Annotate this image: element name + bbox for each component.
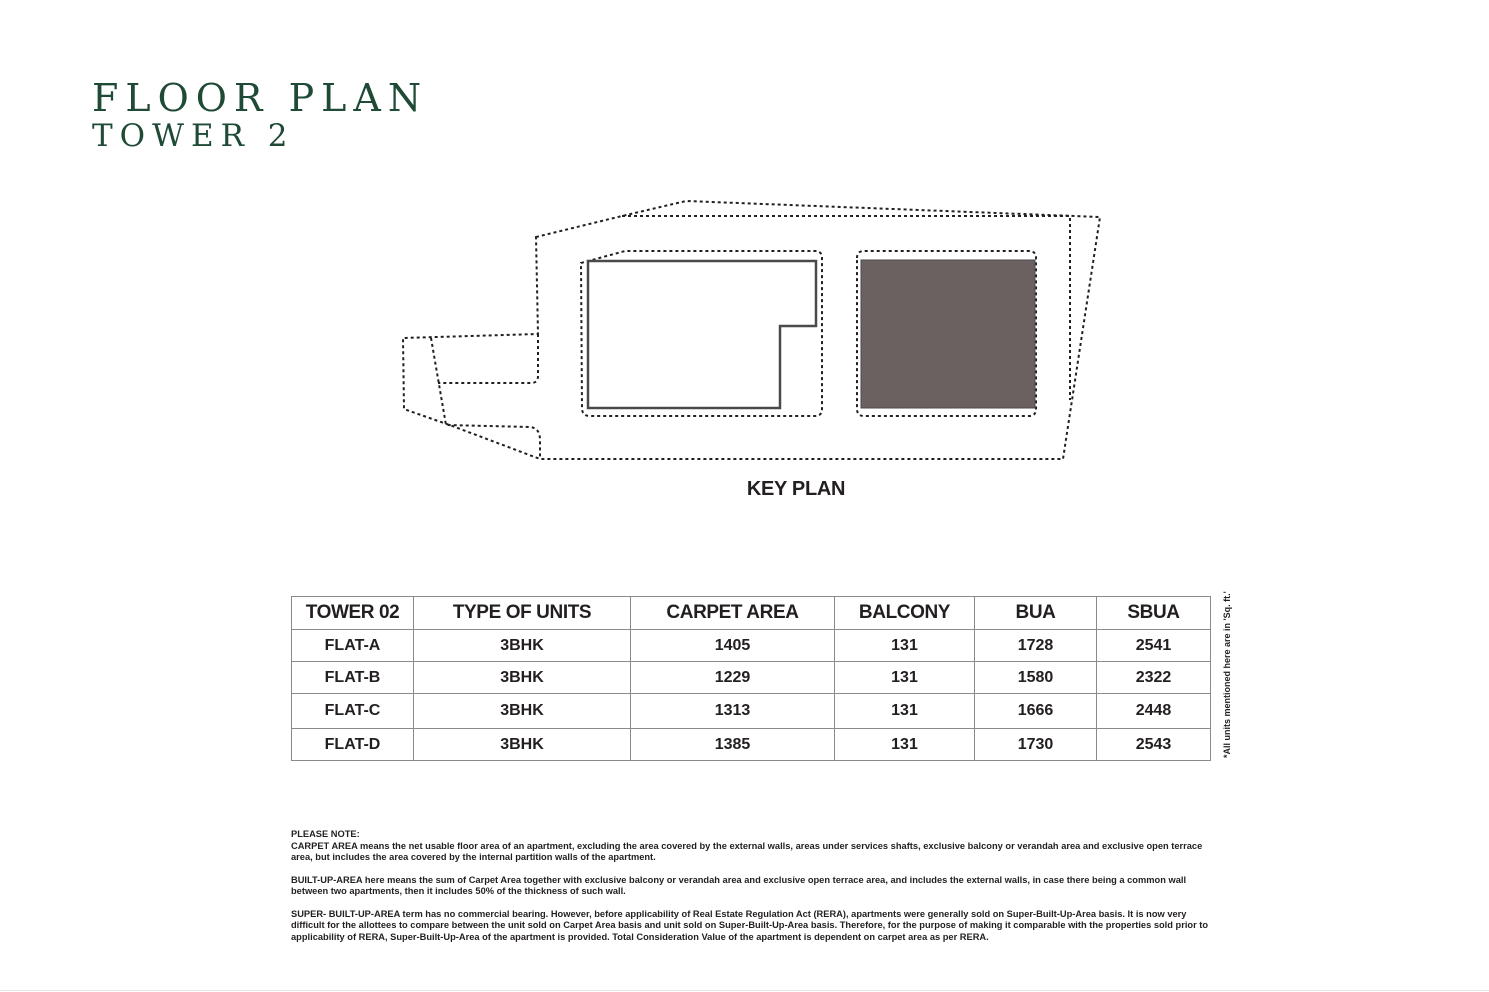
table-row (292, 662, 1211, 694)
block-a-solid-outline (588, 261, 816, 408)
header-type-of-units: TYPE OF UNITS (414, 597, 631, 630)
header-bua: BUA (975, 597, 1097, 630)
table-row (292, 694, 1211, 729)
cell-bua: 1580 (975, 662, 1097, 694)
table-header-row (292, 597, 1211, 630)
units-note: *All units mentioned here are in 'Sq. ft.' (1222, 591, 1232, 758)
cell-type: 3BHK (414, 729, 631, 761)
cell-sbua: 2543 (1097, 729, 1211, 761)
header-balcony: BALCONY (835, 597, 975, 630)
cell-carpet-area: 1405 (631, 630, 835, 662)
cell-balcony: 131 (835, 694, 975, 729)
cell-bua: 1666 (975, 694, 1097, 729)
header-carpet-area: CARPET AREA (631, 597, 835, 630)
divider (0, 990, 1489, 991)
notes-section (291, 829, 1221, 954)
cell-carpet-area: 1313 (631, 694, 835, 729)
cell-balcony: 131 (835, 729, 975, 761)
cell-flat: FLAT-C (292, 694, 414, 729)
note-super-built-up-area: SUPER- BUILT-UP-AREA term has no commercial bearing. However, before applicability of Real Estate Regulation Act (RERA), apartments were generally sold on Super-Built-Up-Area basis. It is now very difficult for the allottees to compare between the unit sold on Carpet Area basis and unit sold on Super-Built-Up-Area basis. Therefore, for the purpose of making it comparable with the properties sold prior to applicability of RERA, Super-Built-Up-Area of the apartment is provided. Total Consideration Value of the apartment is dependent on carpet area as per RERA. (291, 908, 1209, 942)
cell-type: 3BHK (414, 694, 631, 729)
notes-heading: PLEASE NOTE: (291, 829, 360, 839)
title-floor-plan: FLOOR PLAN (92, 76, 429, 120)
cell-carpet-area: 1385 (631, 729, 835, 761)
cell-balcony: 131 (835, 662, 975, 694)
site-wing-diagonal (431, 338, 540, 459)
cell-sbua: 2448 (1097, 694, 1211, 729)
header-tower: TOWER 02 (292, 597, 414, 630)
header-sbua: SBUA (1097, 597, 1211, 630)
tower-2-highlight-block (861, 260, 1035, 408)
table-row (292, 729, 1211, 761)
area-table (291, 596, 1211, 761)
cell-sbua: 2541 (1097, 630, 1211, 662)
cell-type: 3BHK (414, 630, 631, 662)
cell-balcony: 131 (835, 630, 975, 662)
cell-bua: 1728 (975, 630, 1097, 662)
site-wing-left (438, 334, 538, 383)
note-carpet-area: CARPET AREA means the net usable floor area of an apartment, excluding the area covered by the external walls, areas under services shafts, exclusive balcony or verandah area and exclusive open terrace area, but includes the area covered by the internal partition walls of the apartment. (291, 840, 1203, 862)
cell-flat: FLAT-D (292, 729, 414, 761)
cell-flat: FLAT-B (292, 662, 414, 694)
cell-flat: FLAT-A (292, 630, 414, 662)
cell-type: 3BHK (414, 662, 631, 694)
cell-bua: 1730 (975, 729, 1097, 761)
key-plan-label: KEY PLAN (746, 478, 846, 500)
title-tower: TOWER 2 (92, 118, 295, 154)
table-row (292, 630, 1211, 662)
cell-sbua: 2322 (1097, 662, 1211, 694)
note-built-up-area: BUILT-UP-AREA here means the sum of Carpet Area together with exclusive balcony or verandah area and exclusive open terrace area, and includes the external walls, in case there being a common wall between two apartments, then it includes 50% of the thickness of such wall. (291, 874, 1187, 896)
cell-carpet-area: 1229 (631, 662, 835, 694)
